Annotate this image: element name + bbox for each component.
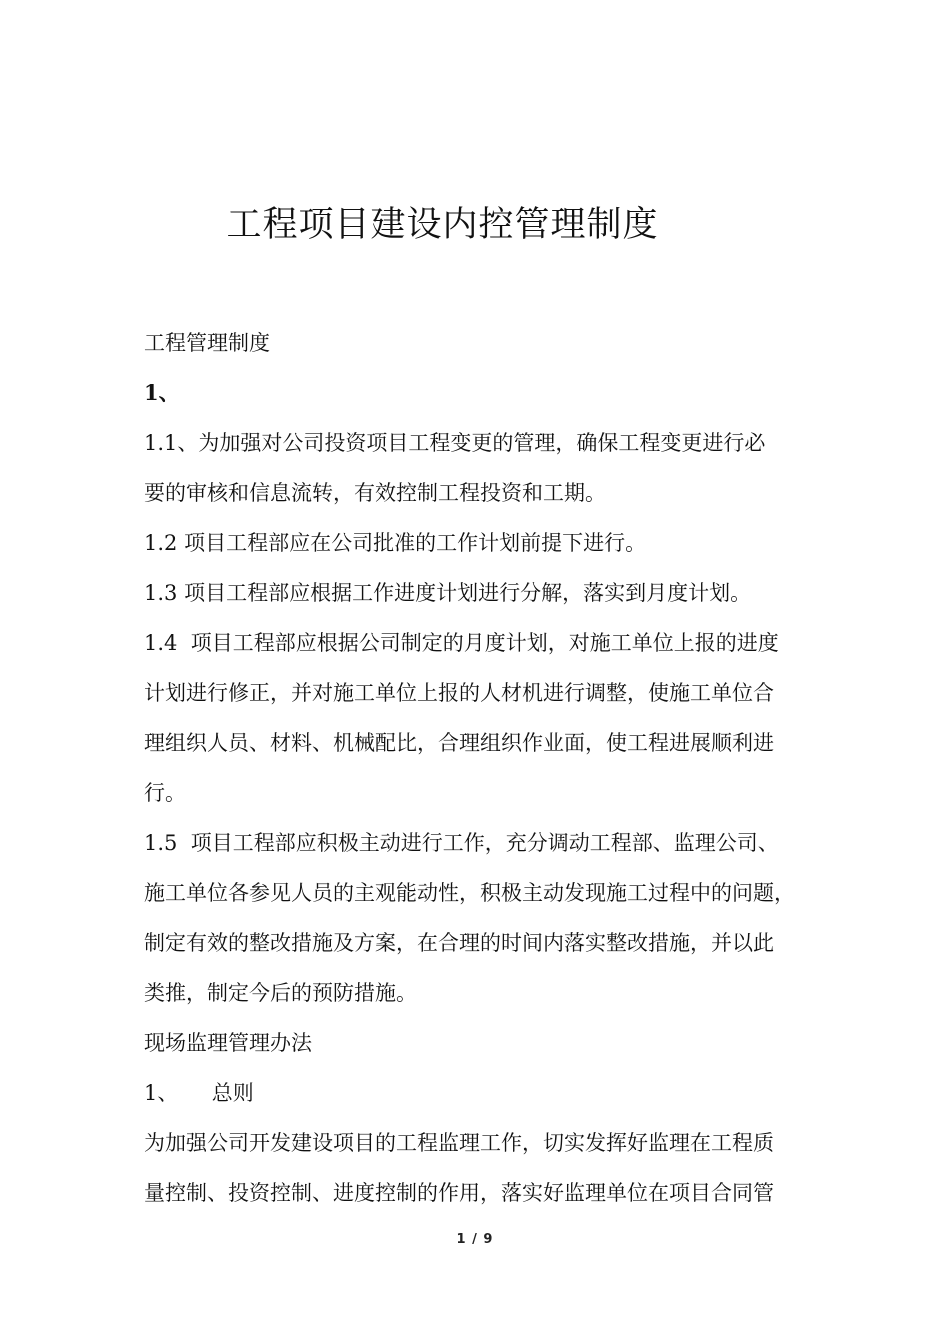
document-title: 工程项目建设内控管理制度 <box>226 205 659 245</box>
paragraph-line: 1.5 项目工程部应积极主动进行工作，充分调动工程部、监理公司、 <box>144 831 779 855</box>
paragraph-line: 要的审核和信息流转，有效控制工程投资和工期。 <box>144 481 606 505</box>
paragraph-line: 量控制、投资控制、进度控制的作用，落实好监理单位在项目合同管 <box>144 1181 774 1205</box>
page-number: 1 / 9 <box>456 1232 494 1247</box>
paragraph-line: 施工单位各参见人员的主观能动性，积极主动发现施工过程中的问题， <box>144 881 795 905</box>
paragraph-line: 类推，制定今后的预防措施。 <box>144 981 417 1005</box>
section-heading: 工程管理制度 <box>144 331 270 355</box>
paragraph-line: 行。 <box>144 781 186 805</box>
paragraph-line: 1.4 项目工程部应根据公司制定的月度计划，对施工单位上报的进度 <box>144 631 779 655</box>
paragraph-line: 1.3 项目工程部应根据工作进度计划进行分解，落实到月度计划。 <box>144 581 752 605</box>
paragraph-line: 1.1、为加强对公司投资项目工程变更的管理，确保工程变更进行必 <box>144 431 766 455</box>
document-body <box>144 318 824 1218</box>
paragraph-line: 计划进行修正，并对施工单位上报的人材机进行调整，使施工单位合 <box>144 681 774 705</box>
subsection-heading: 1、 总则 <box>144 1081 254 1105</box>
section-heading: 现场监理管理办法 <box>144 1031 312 1055</box>
paragraph-line: 1.2 项目工程部应在公司批准的工作计划前提下进行。 <box>144 531 647 555</box>
section-number: 1、 <box>144 380 180 405</box>
paragraph-line: 理组织人员、材料、机械配比，合理组织作业面，使工程进展顺利进 <box>144 731 774 755</box>
paragraph-line: 为加强公司开发建设项目的工程监理工作，切实发挥好监理在工程质 <box>144 1131 774 1155</box>
paragraph-line: 制定有效的整改措施及方案，在合理的时间内落实整改措施，并以此 <box>144 931 774 955</box>
